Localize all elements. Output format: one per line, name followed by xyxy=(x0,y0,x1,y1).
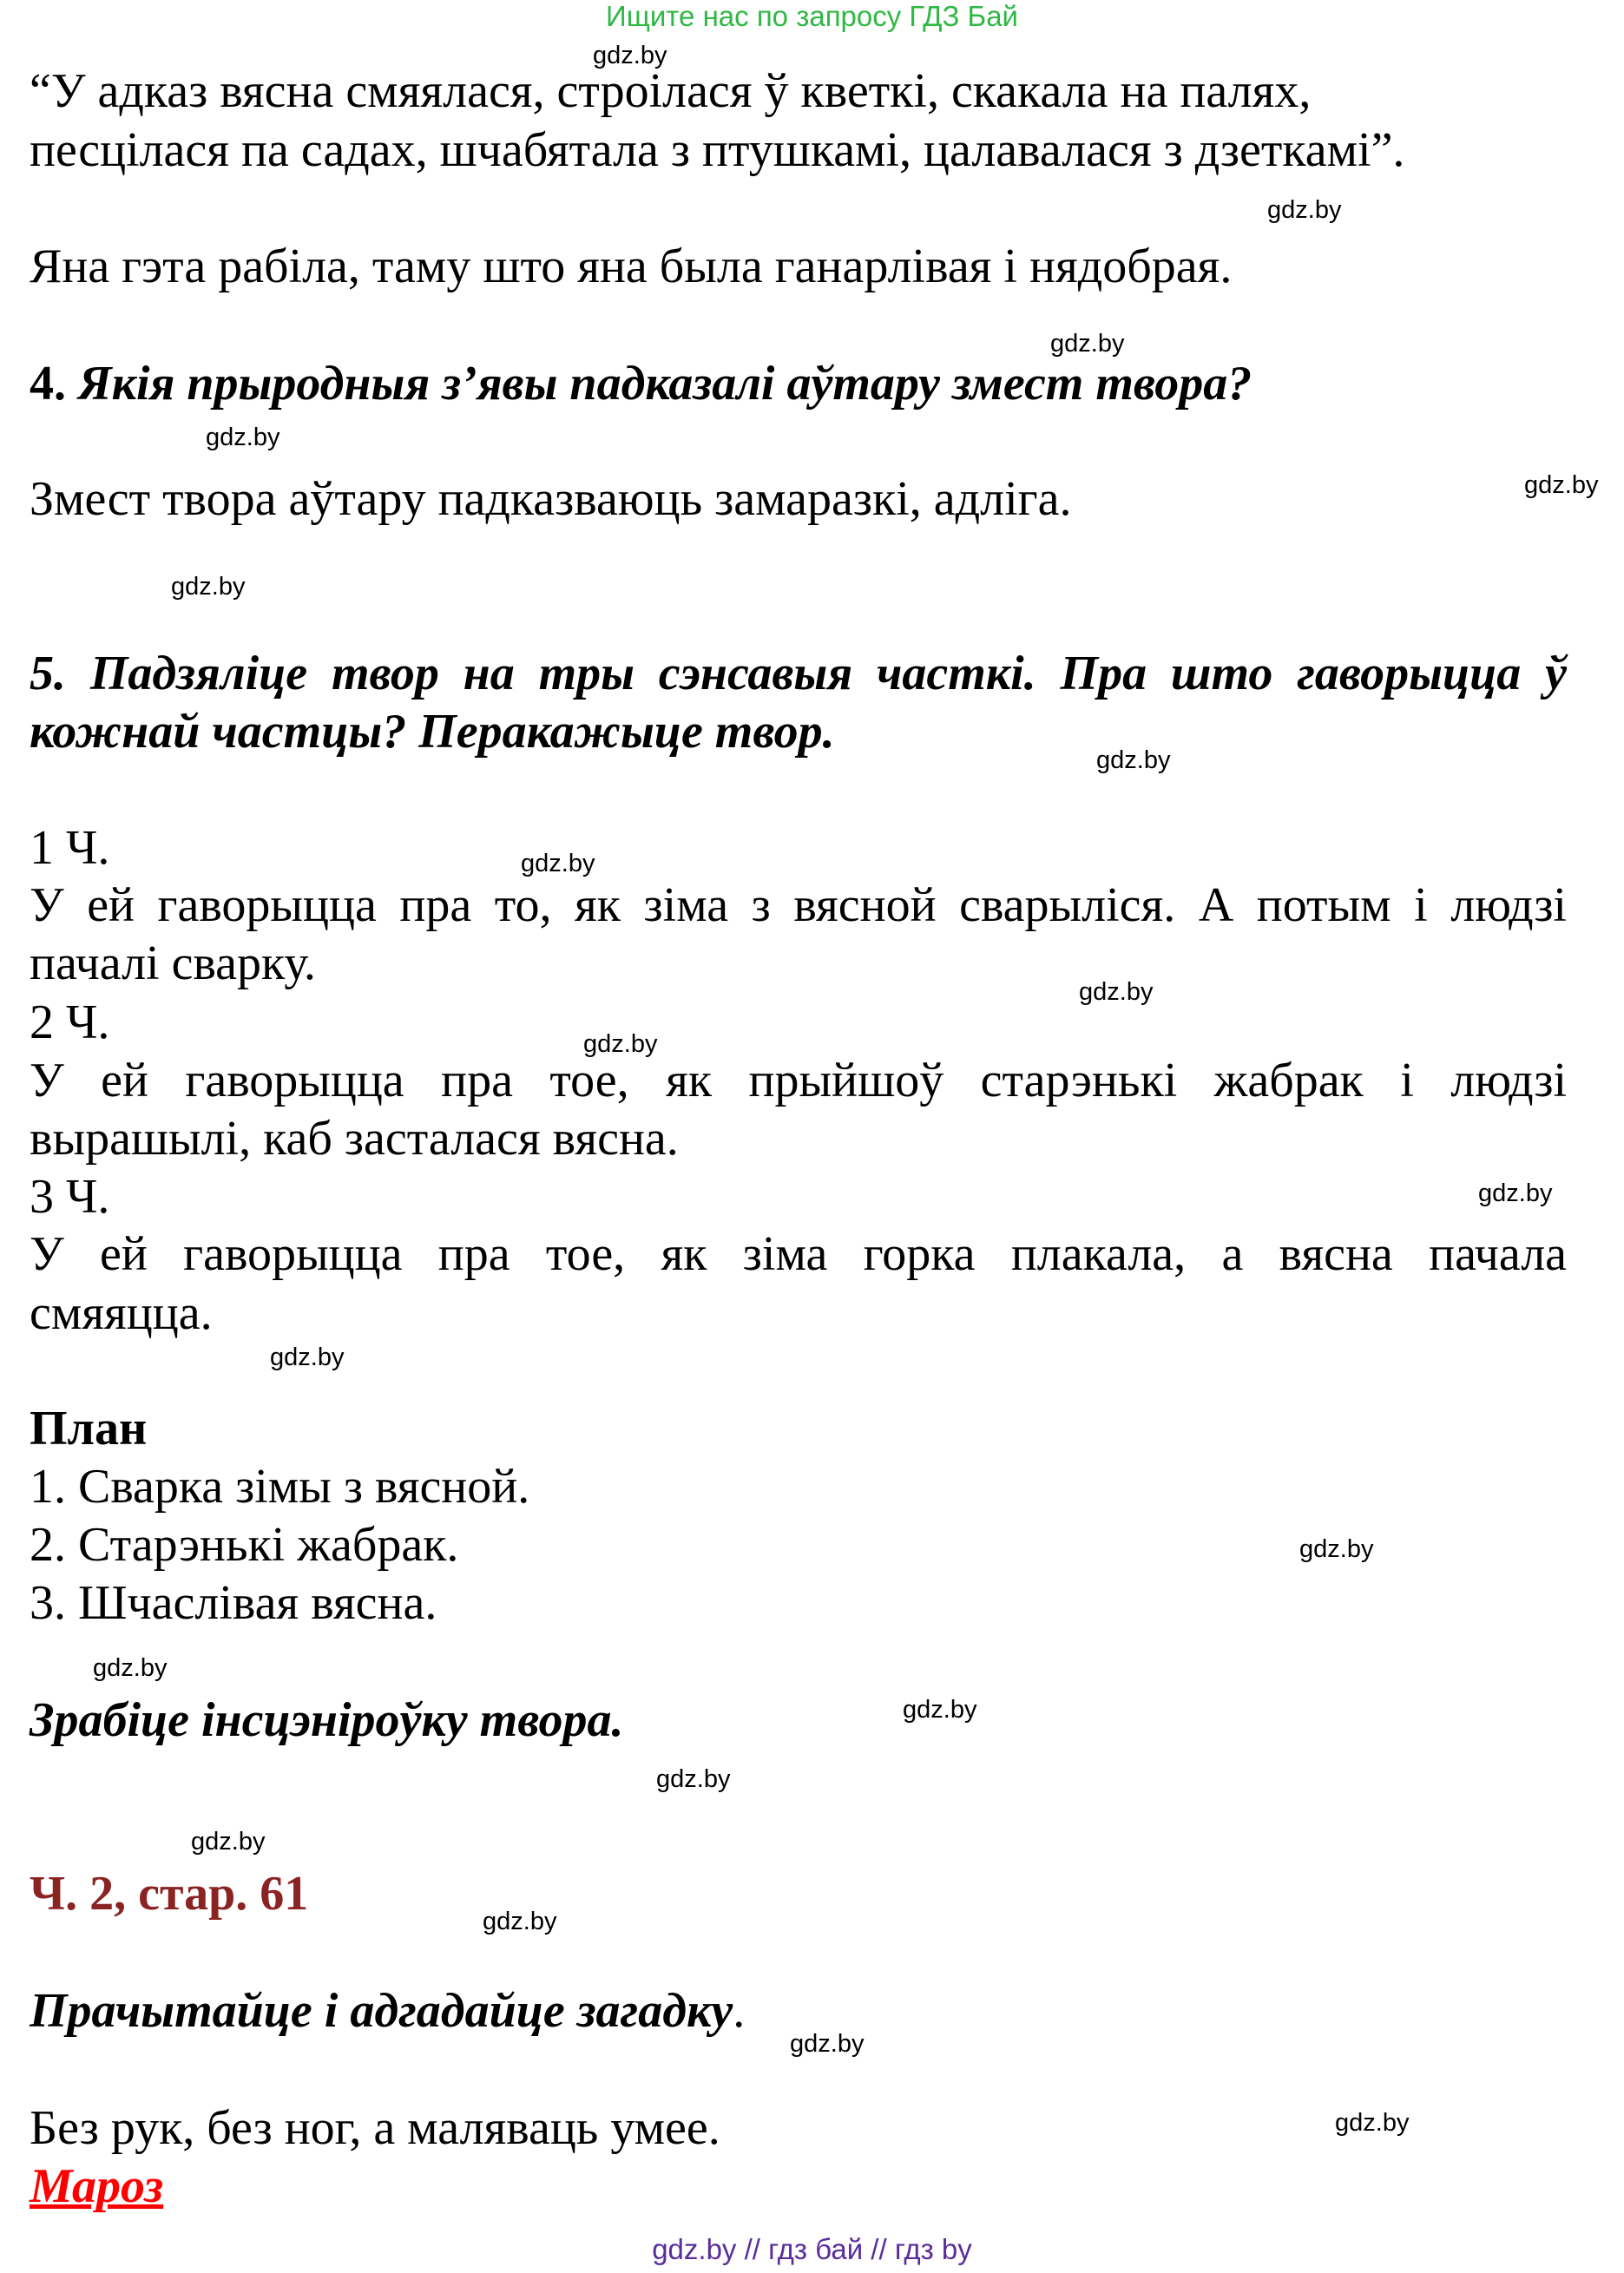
part-1-line-1: У ей гаворыцца пра то, як зіма з вясной сварыліся. А потым і людзі xyxy=(30,878,1567,932)
question-5-line-2: кожнай частцы? Перакажыце твор. xyxy=(30,705,835,759)
watermark: gdz.by xyxy=(1524,471,1599,499)
question-4-text: Якія прыродныя з’явы падказалі аўтару змест твора? xyxy=(78,357,1253,411)
watermark: gdz.by xyxy=(1079,978,1154,1006)
quote-line-1: “У адказ вясна смяялася, строілася ў кветкі, скакала на палях, xyxy=(30,64,1312,118)
watermark: gdz.by xyxy=(206,424,280,451)
plan-title: План xyxy=(30,1402,148,1455)
part-3-line-2: смяяцца. xyxy=(30,1286,213,1340)
part-2-label: 2 Ч. xyxy=(30,995,110,1049)
watermark: gdz.by xyxy=(1478,1179,1553,1207)
plan-item-1: 1. Сварка зімы з вясной. xyxy=(30,1460,530,1514)
watermark: gdz.by xyxy=(593,42,667,69)
plan-item-2: 2. Старэнькі жабрак. xyxy=(30,1518,459,1572)
riddle-answer: Мароз xyxy=(30,2159,164,2213)
watermark: gdz.by xyxy=(191,1828,266,1856)
watermark: gdz.by xyxy=(1335,2109,1410,2137)
riddle-task xyxy=(30,1982,745,2040)
watermark: gdz.by xyxy=(521,850,595,877)
answer-3: Яна гэта рабіла, таму што яна была ганарлівая і нядобрая. xyxy=(30,240,1233,293)
watermark: gdz.by xyxy=(93,1654,168,1682)
part-2-line-2: вырашылі, каб засталася вясна. xyxy=(30,1112,679,1166)
watermark: gdz.by xyxy=(1096,746,1171,774)
watermark: gdz.by xyxy=(1267,196,1342,224)
question-5-line-1: 5. Падзяліце твор на тры сэнсавыя часткі. Пра што гаворыцца ў xyxy=(30,647,1567,700)
footer-links: gdz.by // гдз бай // гдз by xyxy=(652,2233,972,2265)
riddle-task-text: Прачытайце і адгадайце загадку xyxy=(30,1984,733,2038)
watermark: gdz.by xyxy=(483,1908,557,1935)
watermark: gdz.by xyxy=(903,1696,977,1724)
question-4-number: 4. xyxy=(30,357,66,411)
quote-line-2: песцілася па садах, шчабятала з птушкамі, цалавалася з дзеткамі”. xyxy=(30,123,1405,177)
part-2-line-1: У ей гаворыцца пра тое, як прыйшоў старэнькі жабрак і людзі xyxy=(30,1054,1567,1107)
part-3-label: 3 Ч. xyxy=(30,1170,110,1224)
answer-4: Змест твора аўтару падказваюць замаразкі, адліга. xyxy=(30,472,1072,526)
watermark: gdz.by xyxy=(583,1030,658,1058)
part-1-line-2: пачалі сварку. xyxy=(30,936,316,990)
part-1-label: 1 Ч. xyxy=(30,821,110,875)
section-title: Ч. 2, стар. 61 xyxy=(30,1867,309,1921)
staging-task: Зрабіце інсцэніроўку твора. xyxy=(30,1693,624,1747)
question-4 xyxy=(30,355,1252,412)
watermark: gdz.by xyxy=(270,1343,345,1371)
part-3-line-1: У ей гаворыцца пра тое, як зіма горка плакала, а вясна пачала xyxy=(30,1227,1567,1281)
top-banner: Ищите нас по запросу ГДЗ Бай xyxy=(606,0,1018,32)
riddle-text: Без рук, без ног, а маляваць умее. xyxy=(30,2101,720,2155)
watermark: gdz.by xyxy=(1050,330,1125,358)
watermark: gdz.by xyxy=(1299,1535,1374,1563)
plan-item-3: 3. Шчаслівая вясна. xyxy=(30,1576,437,1630)
watermark: gdz.by xyxy=(656,1765,731,1793)
watermark: gdz.by xyxy=(171,573,246,601)
watermark: gdz.by xyxy=(790,2030,865,2058)
riddle-task-dot: . xyxy=(733,1984,746,2038)
